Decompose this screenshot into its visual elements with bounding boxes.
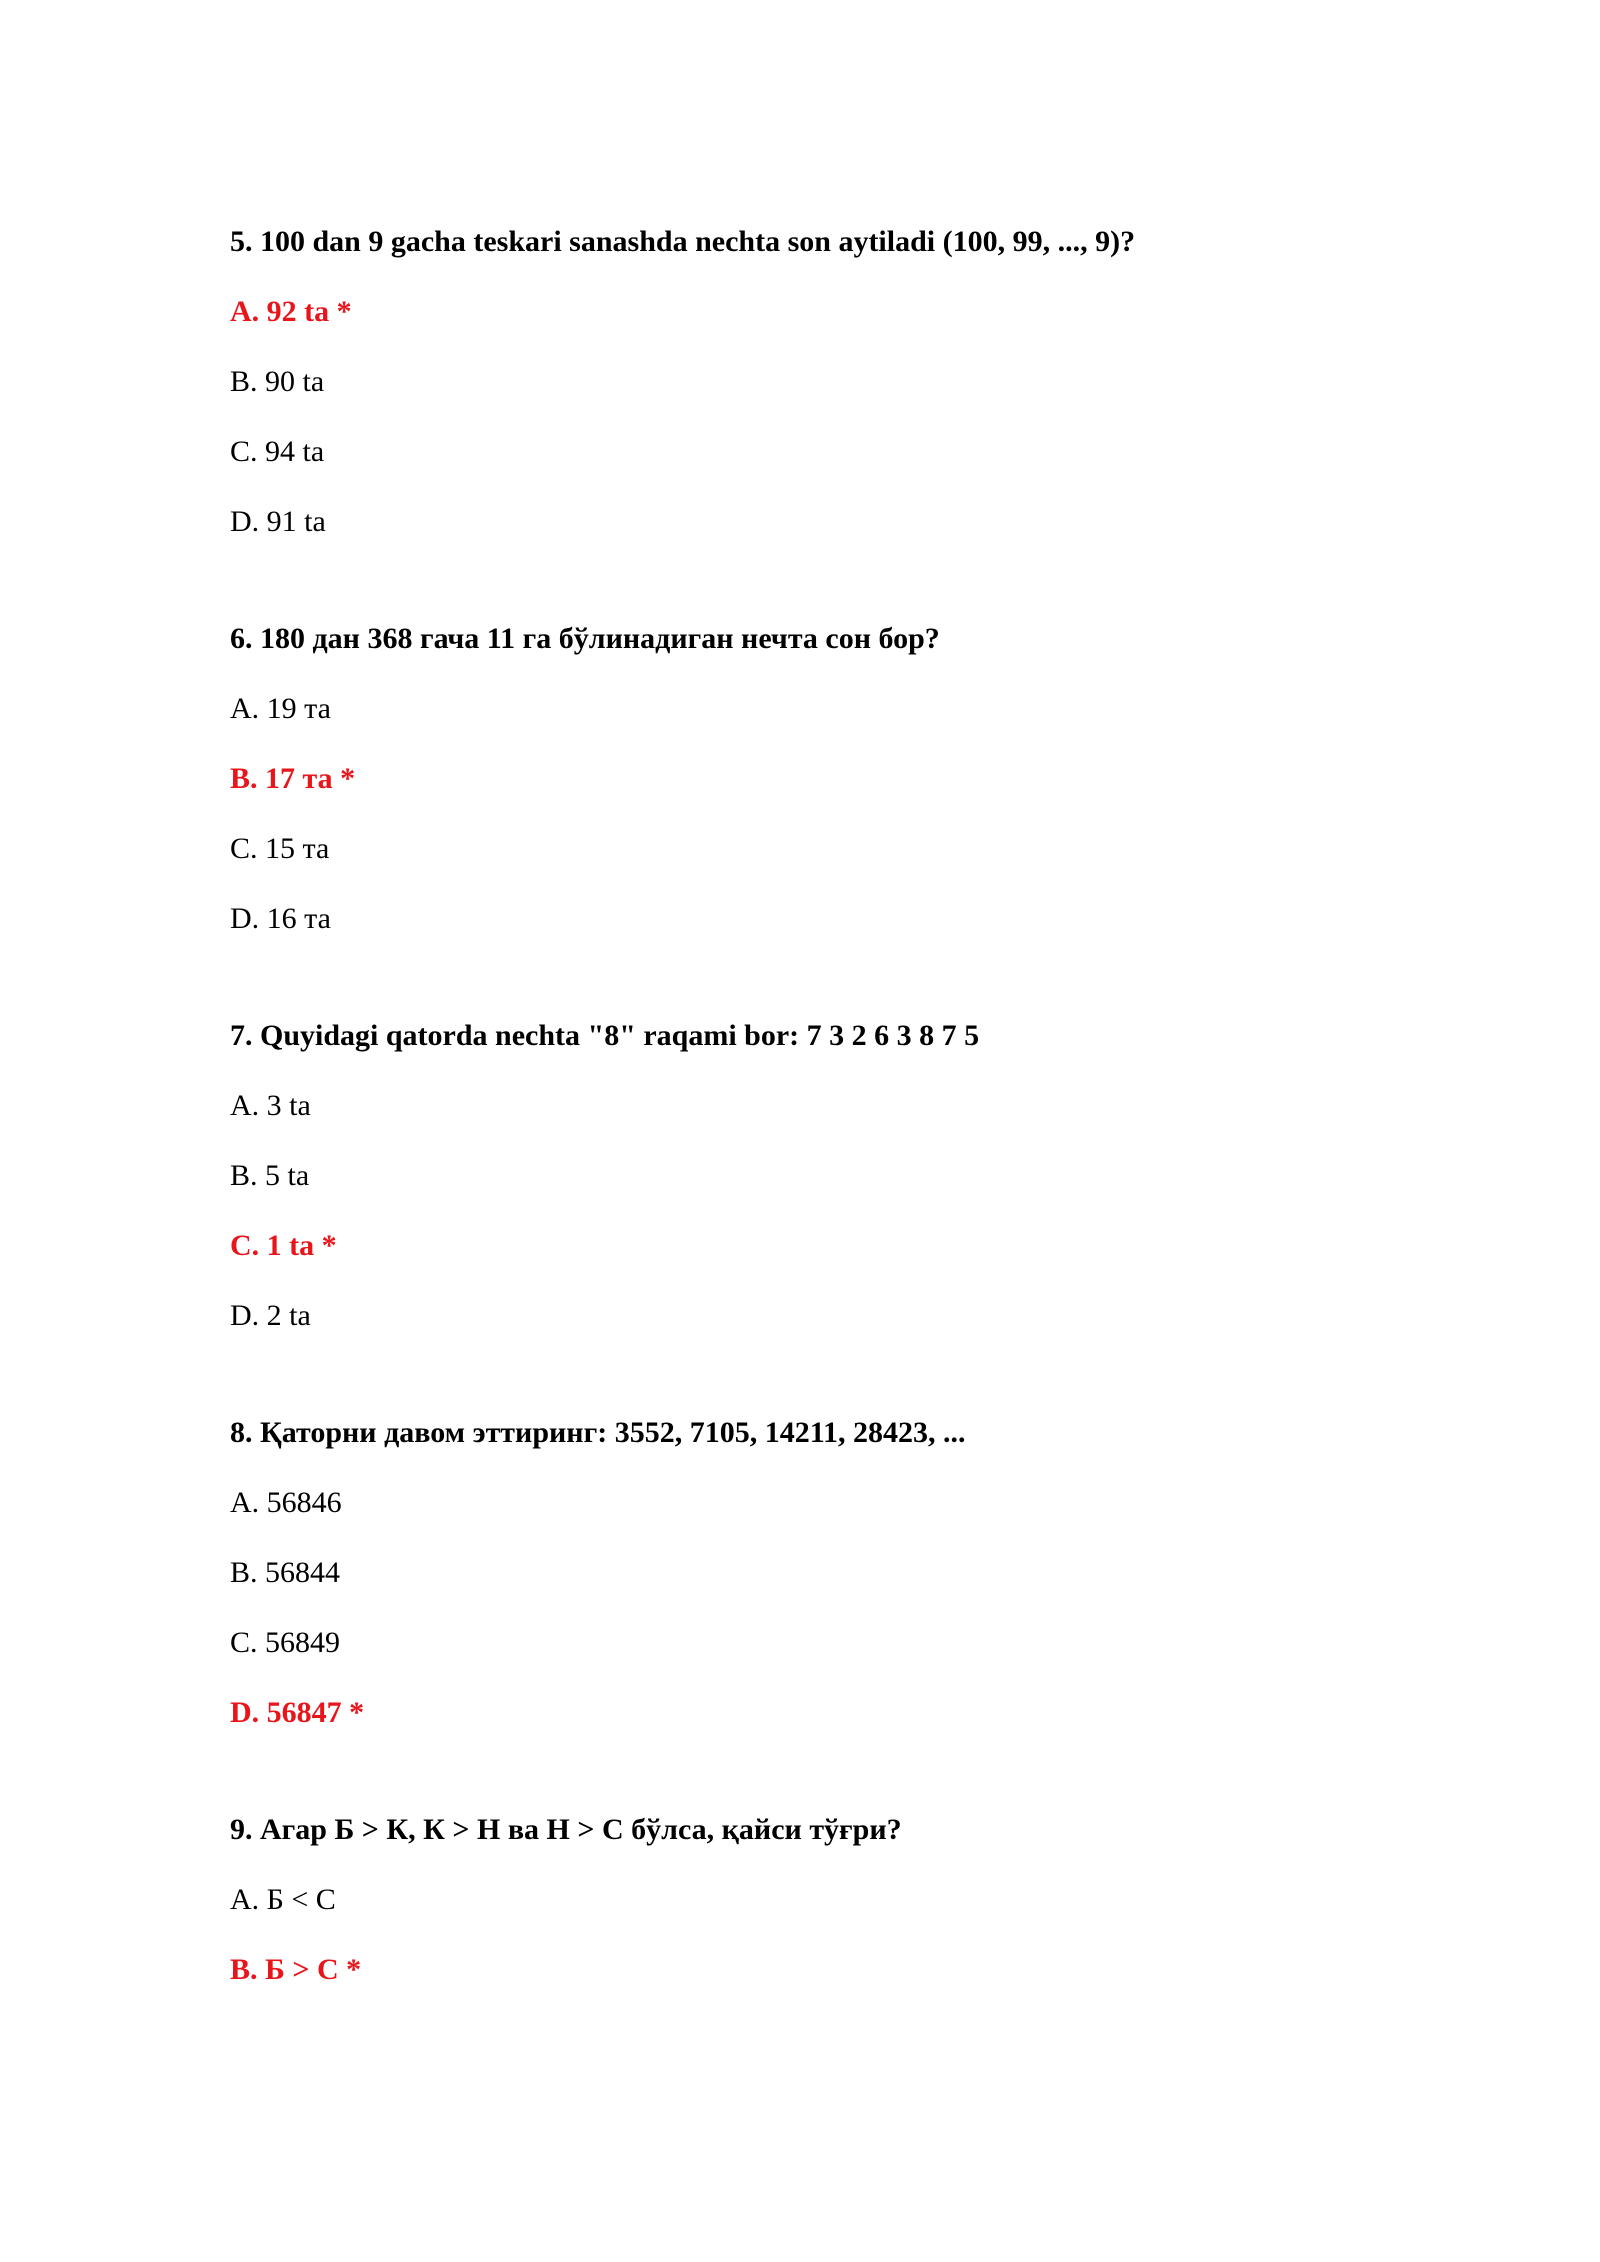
option-d-correct: D. 56847 *	[230, 1696, 365, 1729]
question-8	[230, 1415, 1430, 1730]
option-c: C. 94 ta	[230, 435, 325, 468]
question-7	[230, 1018, 1430, 1333]
question-6	[230, 621, 1430, 936]
option-c: C. 15 та	[230, 832, 330, 865]
question-text: 9. Агар Б > К, К > Н ва Н > С бўлса, қайси тўғри?	[230, 1813, 902, 1846]
option-d: D. 91 ta	[230, 505, 326, 538]
option-a-correct: A. 92 ta *	[230, 295, 352, 328]
option-d: D. 2 ta	[230, 1299, 311, 1332]
option-a: A. 3 ta	[230, 1089, 311, 1122]
option-a: A. Б < С	[230, 1883, 336, 1916]
question-9	[230, 1812, 1430, 1987]
option-b-correct: B. Б > С *	[230, 1953, 362, 1986]
option-d: D. 16 та	[230, 902, 331, 935]
question-text: 8. Қаторни давом эттиринг: 3552, 7105, 14211, 28423, ...	[230, 1416, 966, 1449]
question-text: 5. 100 dan 9 gacha teskari sanashda nechta son aytiladi (100, 99, ..., 9)?	[230, 225, 1136, 258]
question-text: 7. Quyidagi qatorda nechta "8" raqami bor: 7 3 2 6 3 8 7 5	[230, 1019, 980, 1052]
option-a: A. 56846	[230, 1486, 342, 1519]
option-a: A. 19 та	[230, 692, 331, 725]
option-c-correct: C. 1 ta *	[230, 1229, 337, 1262]
option-b: B. 5 ta	[230, 1159, 310, 1192]
option-c: C. 56849	[230, 1626, 341, 1659]
option-b-correct: B. 17 та *	[230, 762, 356, 795]
question-text: 6. 180 дан 368 гача 11 га бўлинадиган нечта сон бор?	[230, 622, 940, 655]
question-5	[230, 224, 1430, 539]
option-b: B. 90 ta	[230, 365, 325, 398]
option-b: B. 56844	[230, 1556, 341, 1589]
quiz-page	[230, 224, 1430, 2069]
